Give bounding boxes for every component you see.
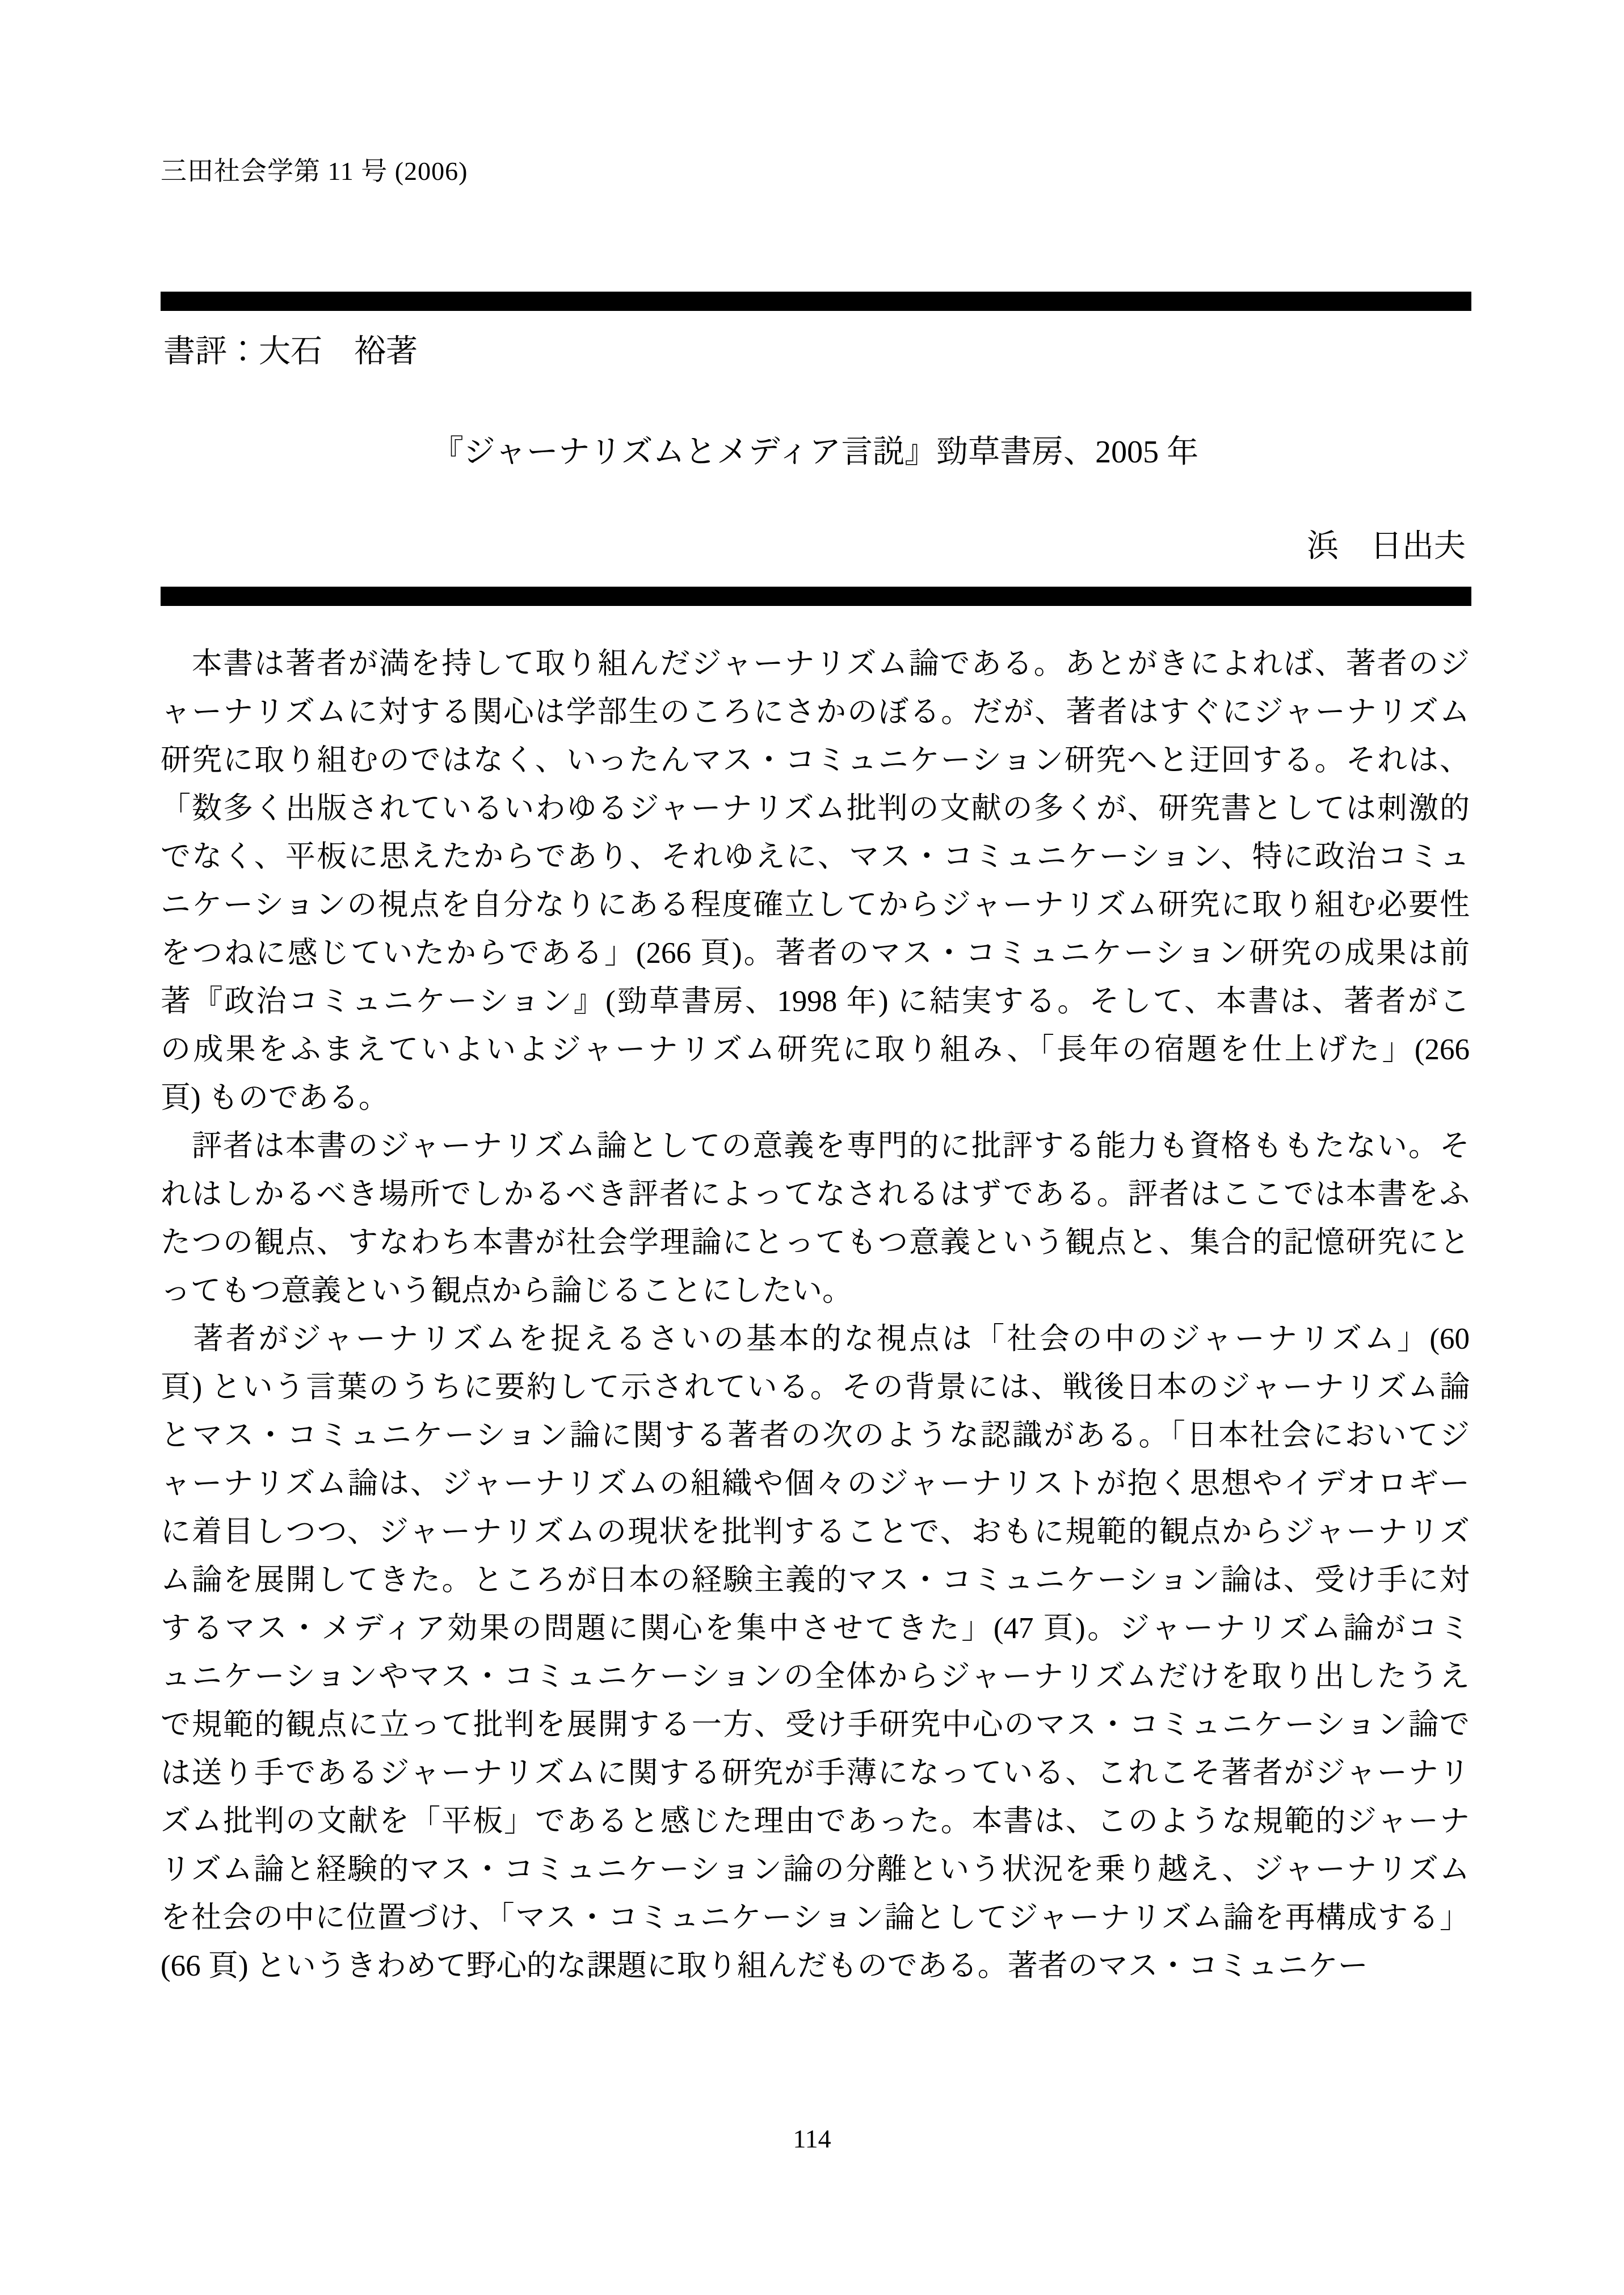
body-text-line: ズム批判の文献を「平板」であると感じた理由であった。本書は、このような規範的ジャーナ bbox=[161, 1805, 1470, 1838]
body-text-line: で規範的観点に立って批判を展開する一方、受け手研究中心のマス・コミュニケーション論で bbox=[161, 1708, 1470, 1741]
journal-header: 三田社会学第 11 号 (2006) bbox=[161, 157, 468, 186]
divider-rule-top bbox=[161, 292, 1471, 311]
body-text-line: とマス・コミュニケーション論に関する著者の次のような認識がある。「日本社会においてジ bbox=[161, 1419, 1470, 1452]
body-text-line: (66 頁) というきわめて野心的な課題に取り組んだものである。著者のマス・コミュニケー bbox=[161, 1949, 1368, 1982]
body-text-line: 著者がジャーナリズムを捉えるさいの基本的な視点は「社会の中のジャーナリズム」(60 bbox=[161, 1323, 1470, 1355]
body-text-line: ャーナリズムに対する関心は学部生のころにさかのぼる。だが、著者はすぐにジャーナリズム bbox=[161, 696, 1470, 728]
body-text-line: 「数多く出版されているいわゆるジャーナリズム批判の文献の多くが、研究書としては刺激的 bbox=[161, 792, 1470, 825]
review-body-text bbox=[161, 640, 1470, 1990]
body-text-line: に着目しつつ、ジャーナリズムの現状を批判することで、おもに規範的観点からジャーナリズ bbox=[161, 1515, 1470, 1548]
body-text-line: リズム論と経験的マス・コミュニケーション論の分離という状況を乗り越え、ジャーナリズム bbox=[161, 1853, 1470, 1886]
body-text-line: 本書は著者が満を持して取り組んだジャーナリズム論である。あとがきによれば、著者のジ bbox=[161, 647, 1470, 680]
body-text-line: 研究に取り組むのではなく、いったんマス・コミュニケーション研究へと迂回する。それは、 bbox=[161, 744, 1470, 777]
body-text-line: ってもつ意義という観点から論じることにしたい。 bbox=[161, 1274, 852, 1307]
review-kicker: 書評：大石 裕著 bbox=[163, 334, 418, 369]
body-text-line: 頁) という言葉のうちに要約して示されている。その背景には、戦後日本のジャーナリズム論 bbox=[161, 1371, 1470, 1404]
body-text-line: の成果をふまえていよいよジャーナリズム研究に取り組み、「長年の宿題を仕上げた」(266 bbox=[161, 1033, 1470, 1066]
body-text-line: ム論を展開してきた。ところが日本の経験主義的マス・コミュニケーション論は、受け手に対 bbox=[161, 1564, 1470, 1597]
body-text-line: 頁) ものである。 bbox=[161, 1081, 389, 1114]
body-text-line: れはしかるべき場所でしかるべき評者によってなされるはずである。評者はここでは本書をふ bbox=[161, 1178, 1470, 1211]
divider-rule-bottom bbox=[161, 587, 1471, 606]
body-text-line: は送り手であるジャーナリズムに関する研究が手薄になっている、これこそ著者がジャーナリ bbox=[161, 1757, 1470, 1789]
reviewer-name: 浜 日出夫 bbox=[1307, 529, 1466, 564]
body-text-line: ャーナリズム論は、ジャーナリズムの組織や個々のジャーナリストが抱く思想やイデオロギー bbox=[161, 1467, 1470, 1500]
book-title: 『ジャーナリズムとメディア言説』勁草書房、2005 年 bbox=[431, 435, 1199, 470]
body-text-line: を社会の中に位置づけ、「マス・コミュニケーション論としてジャーナリズム論を再構成する」 bbox=[161, 1901, 1470, 1934]
body-text-line: 評者は本書のジャーナリズム論としての意義を専門的に批評する能力も資格ももたない。そ bbox=[161, 1130, 1470, 1163]
body-text-line: ュニケーションやマス・コミュニケーションの全体からジャーナリズムだけを取り出したうえ bbox=[161, 1660, 1470, 1693]
body-text-line: 著『政治コミュニケーション』(勁草書房、1998 年) に結実する。そして、本書は、著者がこ bbox=[161, 985, 1470, 1018]
page-number: 114 bbox=[793, 2124, 831, 2153]
body-text-line: ニケーションの視点を自分なりにある程度確立してからジャーナリズム研究に取り組む必要性 bbox=[161, 888, 1470, 921]
body-text-line: をつねに感じていたからである」(266 頁)。著者のマス・コミュニケーション研究の成果は前 bbox=[161, 937, 1470, 970]
body-text-line: でなく、平板に思えたからであり、それゆえに、マス・コミュニケーション、特に政治コミュ bbox=[161, 840, 1470, 873]
body-text-line: たつの観点、すなわち本書が社会学理論にとってもつ意義という観点と、集合的記憶研究にと bbox=[161, 1226, 1470, 1259]
body-text-line: するマス・メディア効果の問題に関心を集中させてきた」(47 頁)。ジャーナリズム論がコミ bbox=[161, 1612, 1470, 1645]
